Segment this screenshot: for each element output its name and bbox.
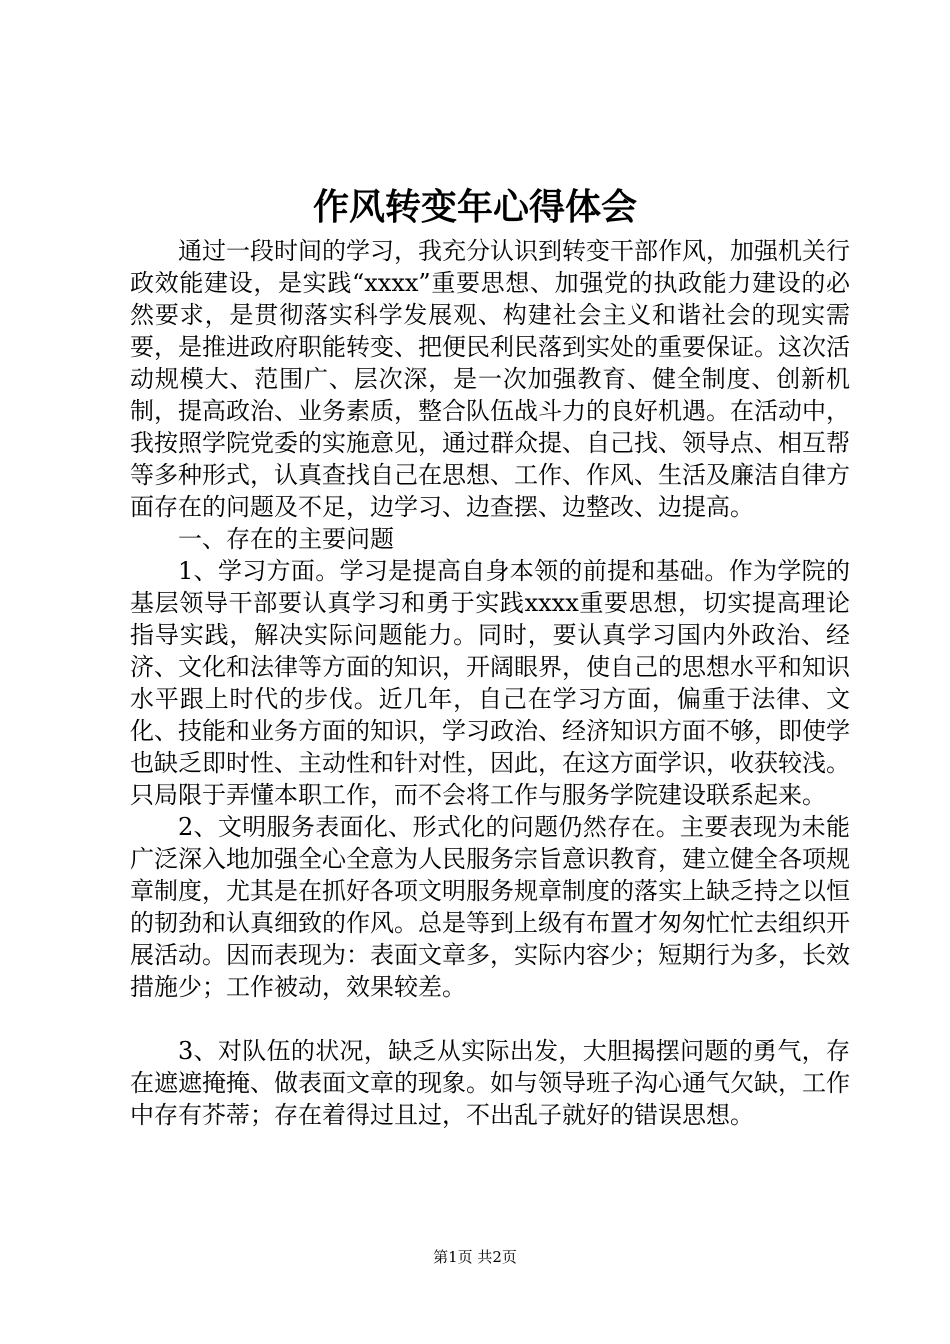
paragraph-study: 1、学习方面。学习是提高自身本领的前提和基础。作为学院的基层领导干部要认真学习和勇于实践xxxx重要思想，切实提高理论指导实践，解决实际问题能力。同时，要认真学习国内外政治、经济、文化和法律等方面的知识，开阔眼界，使自己的思想水平和知识水平跟上时代的步伐。近几年，自己在学习方面，偏重于法律、文化、技能和业务方面的知识，学习政治、经济知识方面不够，即使学也缺乏即时性、主动性和针对性，因此，在这方面学识，收获较浅。只局限于弄懂本职工作，而不会将工作与服务学院建设联系起来。 <box>130 557 850 809</box>
section-heading-problems: 一、存在的主要问题 <box>178 525 394 553</box>
paragraph-team: 3、对队伍的状况，缺乏从实际出发，大胆揭摆问题的勇气，存在遮遮掩掩、做表面文章的现象。如与领导班子沟心通气欠缺，工作中存有芥蒂；存在着得过且过，不出乱子就好的错误思想。 <box>130 1037 850 1129</box>
document-title: 作风转变年心得体会 <box>312 186 637 228</box>
page-number-footer: 第1页 共2页 <box>433 1248 517 1266</box>
document-body <box>130 235 850 1131</box>
paragraph-intro: 通过一段时间的学习，我充分认识到转变干部作风，加强机关行政效能建设，是实践“xxxx”重要思想、加强党的执政能力建设的必然要求，是贯彻落实科学发展观、构建社会主义和谐社会的现实需要，是推进政府职能转变、把便民利民落到实处的重要保证。这次活动规模大、范围广、层次深，是一次加强教育、健全制度、创新机制，提高政治、业务素质，整合队伍战斗力的良好机遇。在活动中，我按照学院党委的实施意见，通过群众提、自己找、领导点、相互帮等多种形式，认真查找自己在思想、工作、作风、生活及廉洁自律方面存在的问题及不足，边学习、边查摆、边整改、边提高。 <box>130 237 850 521</box>
paragraph-service: 2、文明服务表面化、形式化的问题仍然存在。主要表现为未能广泛深入地加强全心全意为人民服务宗旨意识教育，建立健全各项规章制度，尤其是在抓好各项文明服务规章制度的落实上缺乏持之以恒的韧劲和认真细致的作风。总是等到上级有布置才匆匆忙忙去组织开展活动。因而表现为：表面文章多，实际内容少；短期行为多，长效措施少；工作被动，效果较差。 <box>130 813 850 1001</box>
